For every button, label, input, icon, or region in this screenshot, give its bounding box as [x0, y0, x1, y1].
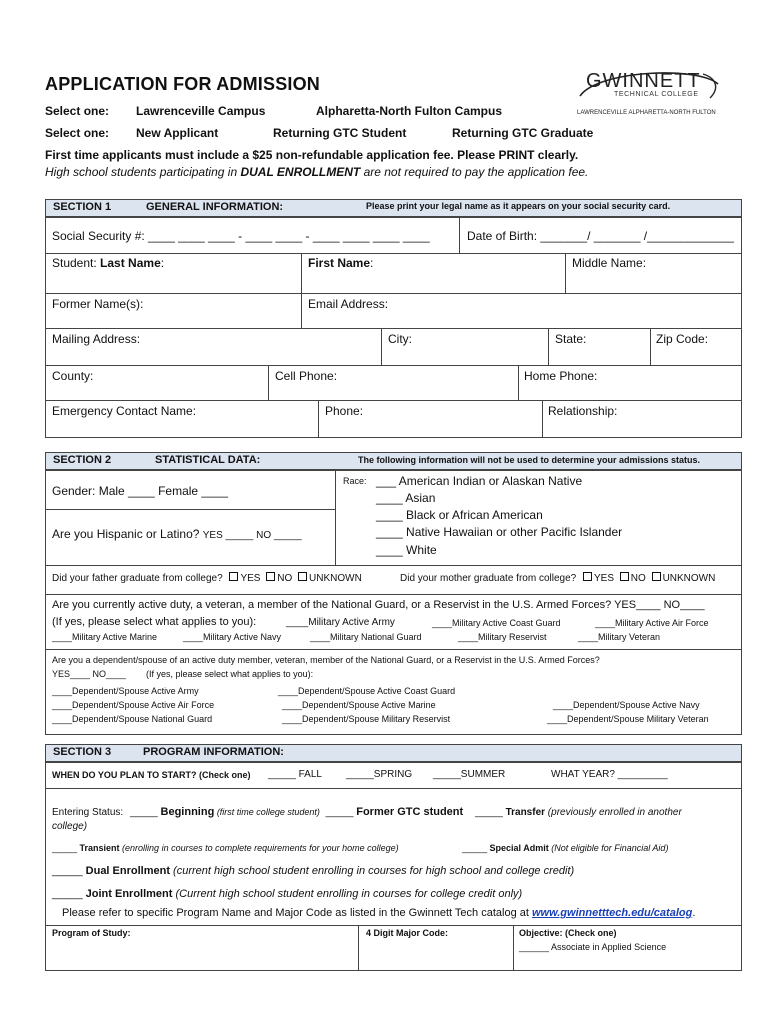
logo-campuses: LAWRENCEVILLE ALPHARETTA-NORTH FULTON — [577, 110, 716, 116]
race-white[interactable]: ____ White — [376, 543, 437, 557]
dep-army[interactable]: ____Dependent/Spouse Active Army — [52, 686, 199, 696]
status-beginning[interactable]: _____ Beginning (first time college student) — [129, 806, 320, 818]
first-name-field[interactable]: First Name: — [308, 256, 374, 270]
race-asian[interactable]: ____ Asian — [376, 491, 436, 505]
race-american-indian[interactable]: ___ American Indian or Alaskan Native — [376, 474, 583, 488]
race-black[interactable]: ____ Black or African American — [376, 508, 543, 522]
start-question: WHEN DO YOU PLAN TO START? (Check one) — [52, 770, 251, 780]
page-title: APPLICATION FOR ADMISSION — [45, 74, 320, 94]
option-lawrenceville[interactable]: Lawrenceville Campus — [136, 104, 266, 118]
city-field[interactable]: City: — [388, 332, 412, 346]
ssn-field[interactable]: Social Security #: ____ ____ ____ - ____ ____ - ____ ____ ____ ____ — [52, 229, 430, 243]
last-name-field[interactable]: Student: Last Name: — [52, 256, 165, 270]
military-question[interactable]: Are you currently active duty, a veteran, a member of the National Guard, or a Reservist in the U.S. Armed Forces? YES____ NO____ — [52, 599, 705, 611]
status-special-admit[interactable]: _____ Special Admit (Not eligible for Financial Aid) — [462, 843, 669, 853]
mil-marine[interactable]: ____Military Active Marine — [52, 632, 158, 642]
father-no-checkbox[interactable] — [266, 572, 275, 581]
race-label: Race: — [343, 476, 367, 486]
transfer-continuation: college) — [52, 821, 88, 832]
select-campus-label: Select one: — [45, 104, 110, 118]
logo-name: GWINNETT — [586, 70, 701, 92]
start-fall[interactable]: _____ FALL — [268, 769, 322, 780]
dep-national-guard[interactable]: ____Dependent/Spouse National Guard — [52, 714, 213, 724]
mil-veteran[interactable]: ____Military Veteran — [578, 632, 661, 642]
father-yes-checkbox[interactable] — [229, 572, 238, 581]
program-of-study-field[interactable]: Program of Study: — [52, 928, 131, 938]
race-pacific-islander[interactable]: ____ Native Hawaiian or other Pacific Islander — [376, 525, 623, 539]
fee-note: First time applicants must include a $25 non-refundable application fee. Please PRINT clearly. — [45, 148, 579, 162]
mother-yes-checkbox[interactable] — [583, 572, 592, 581]
mother-unknown-checkbox[interactable] — [652, 572, 661, 581]
dep-coast-guard[interactable]: ____Dependent/Spouse Active Coast Guard — [278, 686, 456, 696]
section1-title: GENERAL INFORMATION: — [146, 201, 284, 213]
county-field[interactable]: County: — [52, 369, 94, 383]
former-name-field[interactable]: Former Name(s): — [52, 297, 144, 311]
start-summer[interactable]: _____SUMMER — [433, 769, 506, 780]
dep-navy[interactable]: ____Dependent/Spouse Active Navy — [553, 700, 700, 710]
section2-note: The following information will not be used to determine your admissions status. — [358, 455, 701, 465]
start-spring[interactable]: _____SPRING — [346, 769, 413, 780]
dep-veteran[interactable]: ____Dependent/Spouse Military Veteran — [547, 714, 709, 724]
option-returning-student[interactable]: Returning GTC Student — [273, 126, 407, 140]
section1-number: SECTION 1 — [53, 201, 112, 213]
hispanic-field[interactable]: Are you Hispanic or Latino? YES _____ NO _____ — [52, 527, 302, 541]
cell-phone-field[interactable]: Cell Phone: — [275, 369, 338, 383]
logo-subtitle: TECHNICAL COLLEGE — [614, 91, 699, 98]
father-unknown-checkbox[interactable] — [298, 572, 307, 581]
mil-reservist[interactable]: ____Military Reservist — [458, 632, 547, 642]
section2-number: SECTION 2 — [53, 454, 112, 466]
father-college-question: Did your father graduate from college? YES NO UNKNOWN — [52, 573, 362, 584]
dob-field[interactable]: Date of Birth: _______/ _______ /_____________ — [467, 229, 734, 243]
status-former-gtc[interactable]: _____ Former GTC student — [325, 806, 464, 818]
start-year[interactable]: WHAT YEAR? _________ — [551, 769, 668, 780]
entering-status-row: Entering Status: _____ Beginning (first time college student) _____ Former GTC student _____ Transfer (previously enrolled in another — [52, 806, 682, 818]
zip-field[interactable]: Zip Code: — [656, 332, 709, 346]
mil-active-army[interactable]: ____Military Active Army — [286, 617, 395, 628]
military-subnote: (If yes, please select what applies to you): — [52, 616, 257, 628]
emergency-phone-field[interactable]: Phone: — [325, 404, 364, 418]
dep-marine[interactable]: ____Dependent/Spouse Active Marine — [282, 700, 436, 710]
major-code-field[interactable]: 4 Digit Major Code: — [366, 928, 449, 938]
email-field[interactable]: Email Address: — [308, 297, 389, 311]
emergency-contact-field[interactable]: Emergency Contact Name: — [52, 404, 197, 418]
mother-no-checkbox[interactable] — [620, 572, 629, 581]
section3-number: SECTION 3 — [53, 746, 112, 758]
option-alpharetta[interactable]: Alpharetta-North Fulton Campus — [316, 104, 502, 118]
status-transfer[interactable]: _____ Transfer (previously enrolled in another — [474, 807, 682, 818]
mil-navy[interactable]: ____Military Active Navy — [183, 632, 282, 642]
state-field[interactable]: State: — [555, 332, 587, 346]
catalog-note: Please refer to specific Program Name and Major Code as listed in the Gwinnett Tech catalog at www.gwinnetttech.edu/catalog. — [62, 907, 696, 919]
dependent-yes-no[interactable]: YES____ NO____ — [52, 669, 127, 679]
select-applicant-label: Select one: — [45, 126, 110, 140]
mil-air-force[interactable]: ____Military Active Air Force — [595, 618, 709, 628]
section1-note: Please print your legal name as it appears on your social security card. — [366, 201, 671, 211]
catalog-link[interactable]: www.gwinnetttech.edu/catalog — [531, 907, 693, 919]
dep-air-force[interactable]: ____Dependent/Spouse Active Air Force — [52, 700, 215, 710]
option-new-applicant[interactable]: New Applicant — [136, 126, 219, 140]
mil-national-guard[interactable]: ____Military National Guard — [310, 632, 422, 642]
gender-field[interactable]: Gender: Male ____ Female ____ — [52, 484, 229, 498]
dependent-subnote: (If yes, please select what applies to you): — [146, 669, 314, 679]
status-transient[interactable]: _____ Transient (enrolling in courses to complete requirements for your home college) — [52, 843, 399, 853]
option-returning-graduate[interactable]: Returning GTC Graduate — [452, 126, 594, 140]
dep-reservist[interactable]: ____Dependent/Spouse Military Reservist — [282, 714, 451, 724]
objective-label: Objective: (Check one) — [519, 928, 617, 938]
status-joint-enrollment[interactable]: _____ Joint Enrollment (Current high school student enrolling in courses for college credit only) — [52, 888, 523, 900]
objective-associate[interactable]: ______ Associate in Applied Science — [519, 942, 667, 952]
section3-title: PROGRAM INFORMATION: — [143, 746, 284, 758]
mailing-address-field[interactable]: Mailing Address: — [52, 332, 141, 346]
section2-title: STATISTICAL DATA: — [155, 454, 261, 466]
relationship-field[interactable]: Relationship: — [548, 404, 618, 418]
home-phone-field[interactable]: Home Phone: — [524, 369, 598, 383]
mil-coast-guard[interactable]: ____Military Active Coast Guard — [432, 618, 561, 628]
status-dual-enrollment[interactable]: _____ Dual Enrollment (current high school student enrolling in courses for high school and college credit) — [52, 865, 575, 877]
middle-name-field[interactable]: Middle Name: — [572, 256, 647, 270]
mother-college-question: Did your mother graduate from college? YES NO UNKNOWN — [400, 573, 716, 584]
dependent-question[interactable]: Are you a dependent/spouse of an active duty member, veteran, member of the National Guard, or a Reservist in the U.S. Armed Forces? — [52, 655, 600, 665]
dual-enrollment-note: High school students participating in DUAL ENROLLMENT are not required to pay the application fee. — [45, 165, 589, 179]
